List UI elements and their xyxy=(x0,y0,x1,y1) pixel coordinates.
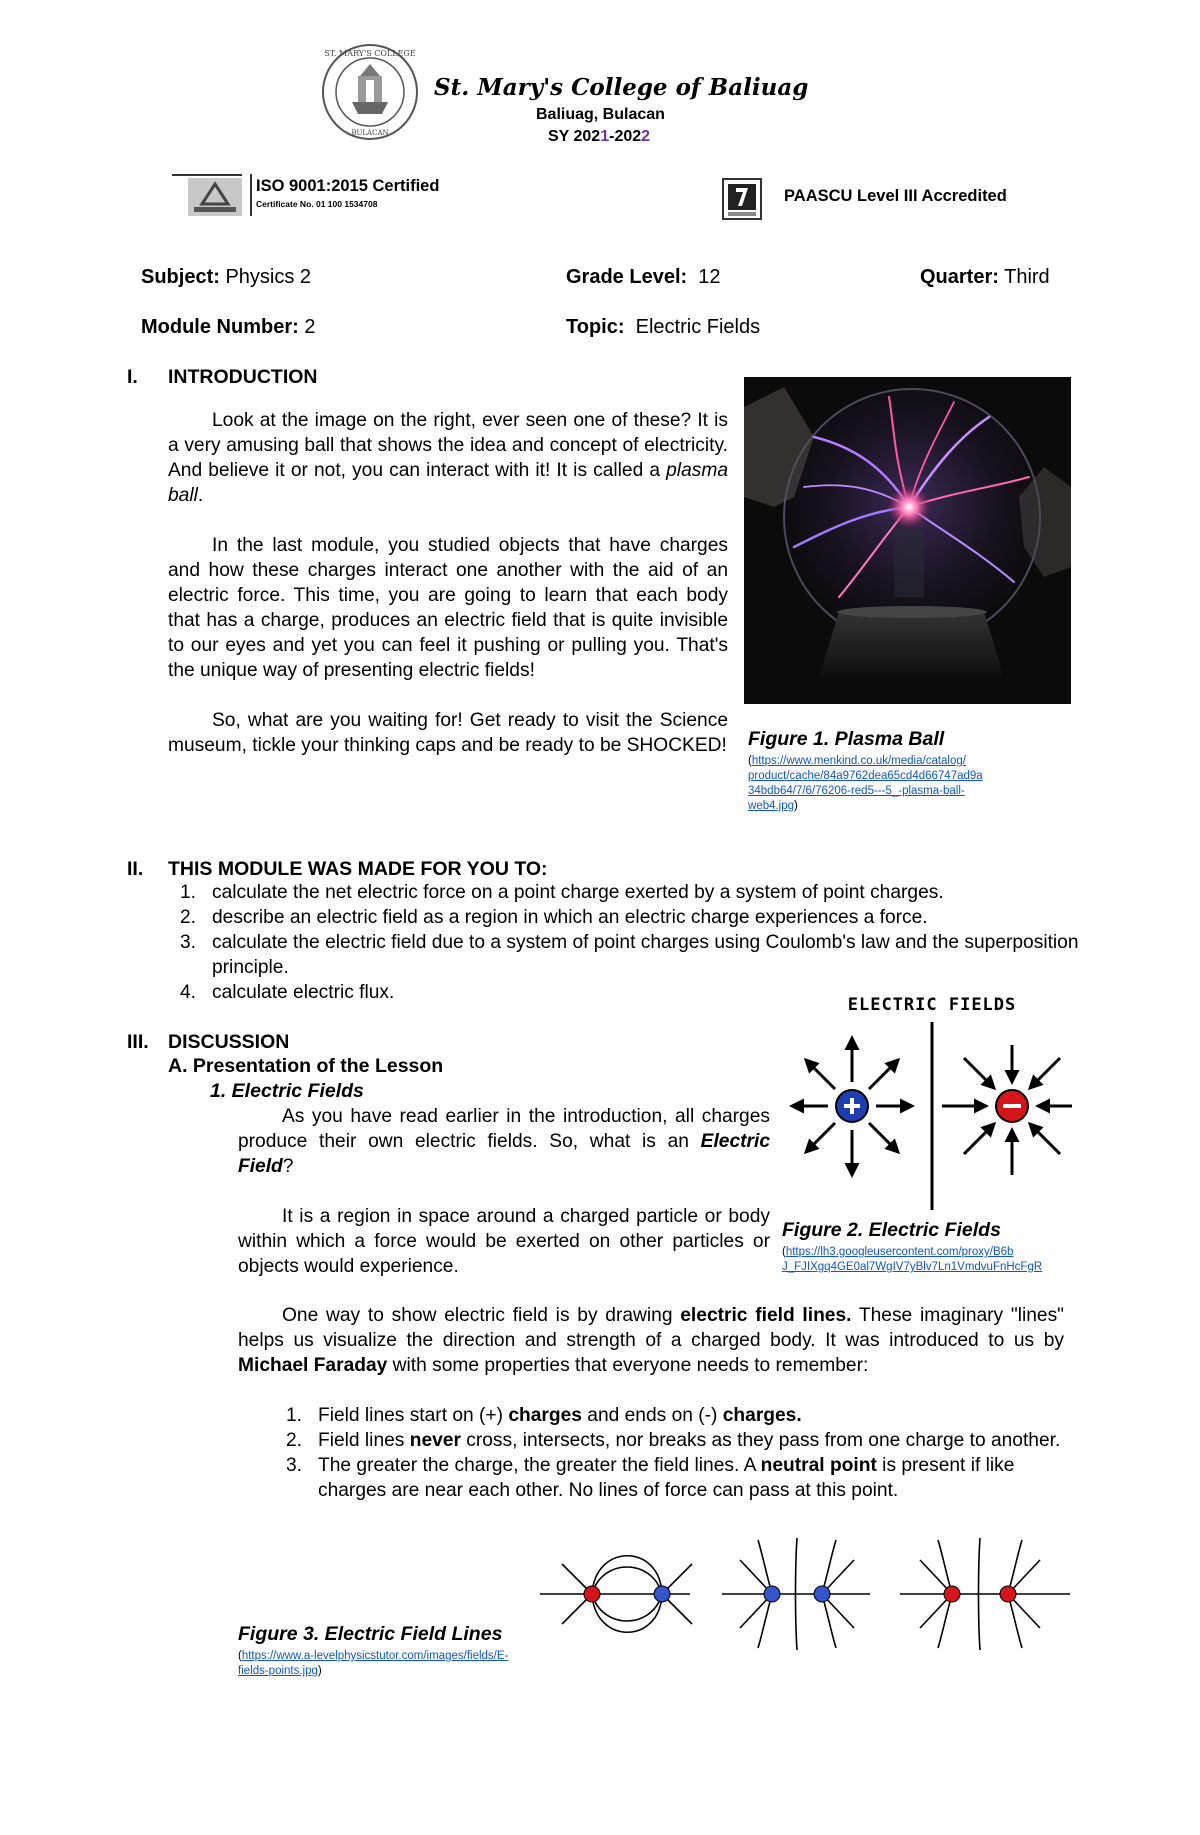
electric-fields-title-art: ELECTRIC FIELDS xyxy=(847,995,1017,1015)
figure-3-caption: Figure 3. Electric Field Lines xyxy=(238,1623,503,1645)
section-i-heading: INTRODUCTION xyxy=(168,366,318,388)
field-line-rules-list xyxy=(286,1403,1066,1503)
electric-fields-diagram xyxy=(782,990,1072,1210)
positive-charge-icon xyxy=(944,1586,960,1602)
iso-divider xyxy=(250,174,252,216)
objectives-list xyxy=(180,880,1080,1005)
svg-text:BULACAN: BULACAN xyxy=(351,129,389,137)
section-i-numeral: I. xyxy=(127,366,138,388)
school-name: St. Mary's College of Baliuag xyxy=(434,74,809,101)
figure-1-link[interactable]: https://www.menkind.co.uk/media/catalog/ product/cache/84a9762dea65cd4d66747ad9a 34bdb64/7/6/76206-red5---5_-plasma-ball- web4.jpg xyxy=(748,755,983,812)
paascu-accreditation: PAASCU Level III Accredited xyxy=(784,187,1007,205)
subsection-a-heading: A. Presentation of the Lesson xyxy=(168,1055,444,1077)
iso-rule xyxy=(172,174,242,176)
field-lines-intro xyxy=(238,1303,1064,1378)
rule-item: 3. The greater the charge, the greater the field lines. A neutral point is present if like charges are near each other. No lines of force can pass at this point. xyxy=(286,1455,1015,1501)
figure-1-caption: Figure 1. Plasma Ball xyxy=(748,728,945,750)
objective-item: 4. calculate electric flux. xyxy=(180,982,395,1003)
section-iii-numeral: III. xyxy=(127,1031,149,1053)
electric-field-lines-diagram xyxy=(540,1538,1070,1650)
efield-question-paragraph: As you have read earlier in the introduction, all charges produce their own electric fields. So, what is an Electric Field? xyxy=(238,1106,770,1177)
positive-charge-icon xyxy=(1000,1586,1016,1602)
module-number-field: Module Number: 2 xyxy=(141,316,316,338)
positive-charge-icon xyxy=(584,1586,600,1602)
figure-2-caption: Figure 2. Electric Fields xyxy=(782,1219,1001,1241)
quarter-field: Quarter: Third xyxy=(920,266,1050,288)
iso-badge-icon xyxy=(188,178,242,216)
figure-3-source: (https://www.a-levelphysicstutor.com/images/fields/E- fields-points.jpg) xyxy=(238,1650,509,1677)
rule-item: 1. Field lines start on (+) charges and ends on (-) charges. xyxy=(286,1405,802,1426)
objective-item: 2. describe an electric field as a region in which an electric charge experiences a force. xyxy=(180,907,928,928)
negative-charge-icon xyxy=(814,1586,830,1602)
intro-text xyxy=(168,408,728,758)
section-iii-heading: DISCUSSION xyxy=(168,1031,290,1053)
topic-field: Topic: Electric Fields xyxy=(566,316,761,338)
section-ii-numeral: II. xyxy=(127,858,144,880)
school-year: SY 2021-2022 xyxy=(548,128,651,145)
intro-paragraph-3: So, what are you waiting for! Get ready to visit the Science museum, tickle your thinking caps and be ready to be SHOCKED! xyxy=(168,710,728,756)
section-ii-heading: THIS MODULE WAS MADE FOR YOU TO: xyxy=(168,858,548,880)
svg-text:ST. MARY'S COLLEGE: ST. MARY'S COLLEGE xyxy=(324,49,416,58)
intro-paragraph-1: Look at the image on the right, ever seen one of these? It is a very amusing ball that shows the idea and concept of electricity. And believe it or not, you can interact with it! It is called a plasma ball. xyxy=(168,410,728,506)
objective-item: 3. calculate the electric field due to a system of point charges using Coulomb's law and the superposition principle. xyxy=(180,932,1079,978)
negative-charge-icon xyxy=(764,1586,780,1602)
iso-certificate-number: Certificate No. 01 100 1534708 xyxy=(256,199,378,209)
subject-field: Subject: Physics 2 xyxy=(141,266,312,288)
school-seal-logo xyxy=(320,42,420,142)
rule-item: 2. Field lines never cross, intersects, nor breaks as they pass from one charge to another. xyxy=(286,1430,1061,1451)
figure-3-link[interactable]: https://www.a-levelphysicstutor.com/images/fields/E- fields-points.jpg xyxy=(238,1650,509,1677)
negative-charge-icon xyxy=(654,1586,670,1602)
efield-definition-paragraph: It is a region in space around a charged particle or body within which a force would be exerted on other particles or objects would experience. xyxy=(238,1206,770,1277)
subsection-1-heading: 1. Electric Fields xyxy=(210,1080,364,1102)
school-location: Baliuag, Bulacan xyxy=(536,106,665,123)
field-lines-paragraph: One way to show electric field is by drawing electric field lines. These imaginary "lines" helps us visualize the direction and strength of a charged body. It was introduced to us by Michael Faraday with some properties that everyone needs to remember: xyxy=(238,1305,1064,1376)
objective-item: 1. calculate the net electric force on a point charge exerted by a system of point charges. xyxy=(180,882,944,903)
grade-level-field: Grade Level: 12 xyxy=(566,266,721,288)
plasma-ball-image xyxy=(744,377,1071,704)
paascu-logo-icon xyxy=(722,178,762,220)
figure-1-source: (https://www.menkind.co.uk/media/catalog/ product/cache/84a9762dea65cd4d66747ad9a 34bdb64/7/6/76206-red5---5_-plasma-ball- web4.jpg) xyxy=(748,755,983,812)
figure-2-source: (https://lh3.googleusercontent.com/proxy/B6b J_FJIXgq4GE0al7WgIV7yBlv7Ln1VmdvuFnHcFgR xyxy=(782,1246,1043,1273)
intro-paragraph-2: In the last module, you studied objects that have charges and how these charges interact one another with the aid of an electric force. This time, you are going to learn that each body that has a charge, produces an electric field that is quite invisible to our eyes and yet you can feel it pushing or pulling you. That's the unique way of presenting electric fields! xyxy=(168,535,728,681)
figure-2-link[interactable]: https://lh3.googleusercontent.com/proxy/B6b J_FJIXgq4GE0al7WgIV7yBlv7Ln1VmdvuFnHcFgR xyxy=(782,1246,1043,1273)
discussion-text-1 xyxy=(238,1104,770,1279)
iso-title: ISO 9001:2015 Certified xyxy=(256,177,440,195)
